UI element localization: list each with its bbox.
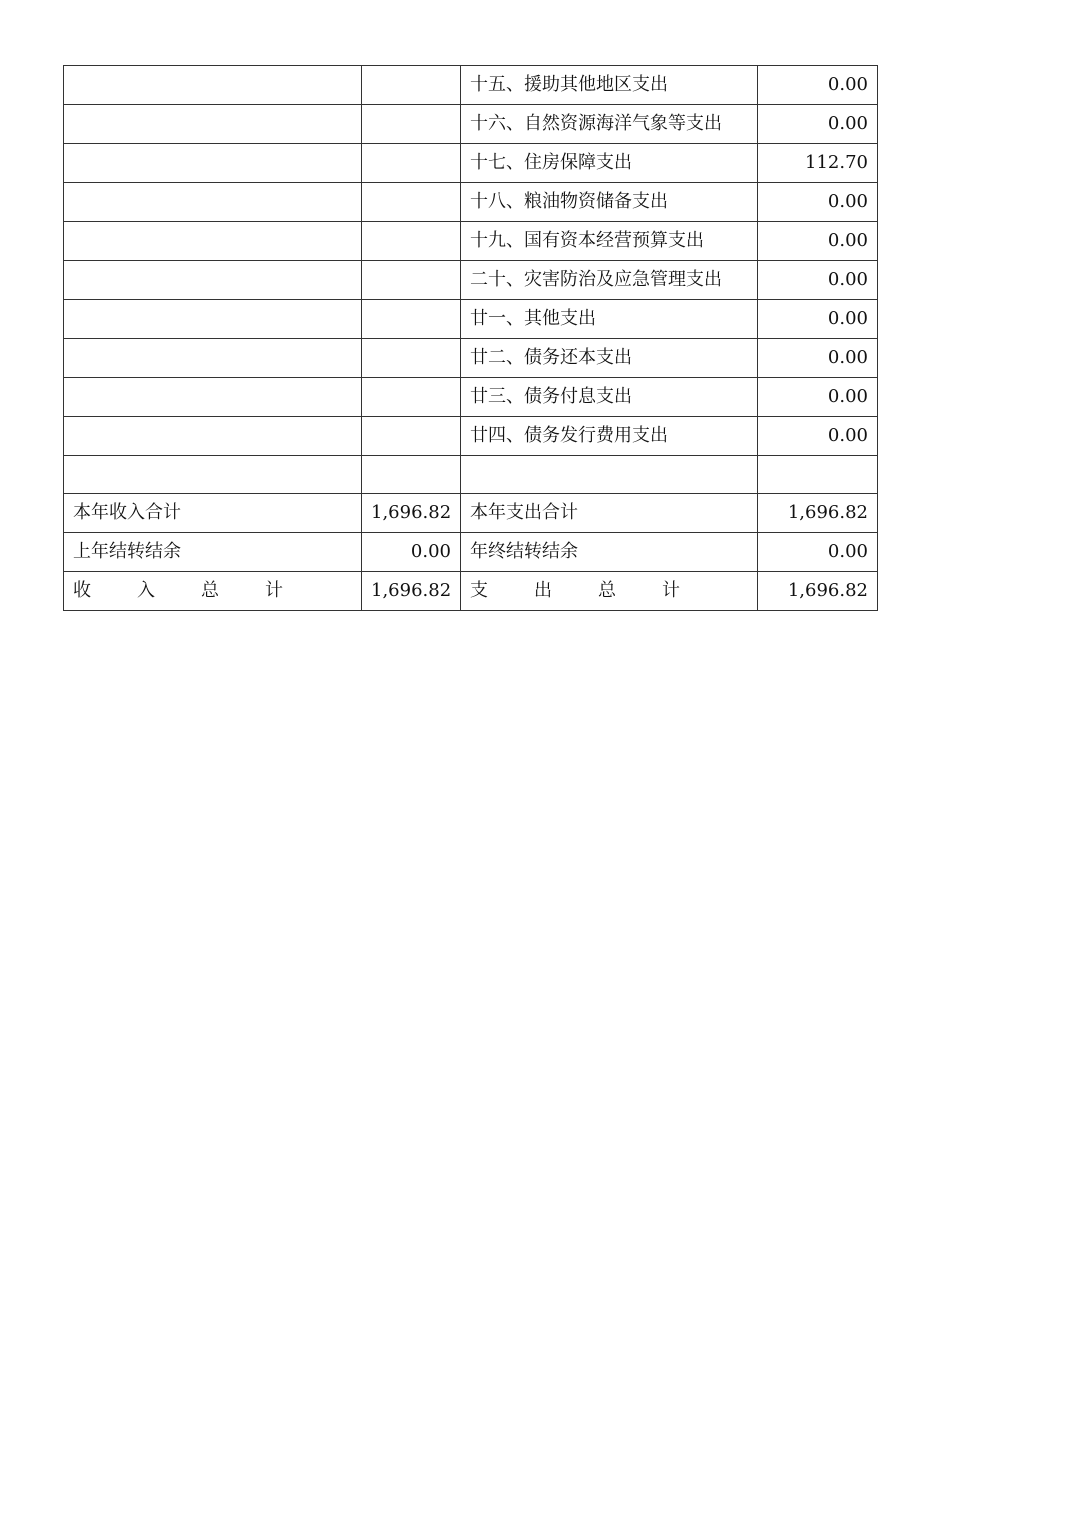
income-label-cell — [64, 183, 362, 222]
expense-label-cell: 十八、粮油物资储备支出 — [461, 183, 758, 222]
expense-label-cell: 年终结转结余 — [461, 533, 758, 572]
table-row-blank — [64, 456, 878, 494]
table-row — [64, 378, 878, 417]
income-value-cell — [362, 300, 461, 339]
income-total-char: 收 — [73, 580, 91, 601]
expense-label-cell: 廿三、债务付息支出 — [461, 378, 758, 417]
table-row — [64, 144, 878, 183]
expense-total-char: 计 — [662, 580, 680, 601]
expense-label-cell: 十五、援助其他地区支出 — [461, 66, 758, 105]
income-total-char: 计 — [265, 580, 283, 601]
income-value-cell — [362, 144, 461, 183]
table-row-carryover — [64, 533, 878, 572]
budget-table-body — [64, 66, 878, 611]
table-row-grand-total — [64, 572, 878, 611]
income-label-cell — [64, 144, 362, 183]
income-label-cell — [64, 105, 362, 144]
expense-label-cell: 廿二、债务还本支出 — [461, 339, 758, 378]
expense-value-cell: 0.00 — [758, 261, 878, 300]
expense-value-cell: 0.00 — [758, 222, 878, 261]
expense-value-cell: 1,696.82 — [758, 494, 878, 533]
income-value-cell — [362, 222, 461, 261]
table-row — [64, 66, 878, 105]
expense-label-cell: 廿四、债务发行费用支出 — [461, 417, 758, 456]
income-value-cell — [362, 417, 461, 456]
income-value-cell — [362, 456, 461, 494]
expense-value-cell: 0.00 — [758, 339, 878, 378]
expense-label-cell: 二十、灾害防治及应急管理支出 — [461, 261, 758, 300]
expense-value-cell: 0.00 — [758, 533, 878, 572]
expense-value-cell — [758, 456, 878, 494]
income-label-cell: 上年结转结余 — [64, 533, 362, 572]
expense-total-label-cell — [461, 572, 758, 611]
income-label-cell — [64, 339, 362, 378]
income-label-cell — [64, 417, 362, 456]
budget-table — [63, 65, 878, 611]
income-value-cell: 1,696.82 — [362, 494, 461, 533]
expense-value-cell: 0.00 — [758, 66, 878, 105]
expense-value-cell: 0.00 — [758, 300, 878, 339]
income-value-cell — [362, 261, 461, 300]
expense-label-cell: 廿一、其他支出 — [461, 300, 758, 339]
expense-value-cell: 0.00 — [758, 378, 878, 417]
expense-label-cell — [461, 456, 758, 494]
income-total-char: 总 — [201, 580, 219, 601]
table-row — [64, 222, 878, 261]
income-label-cell — [64, 66, 362, 105]
expense-value-cell: 0.00 — [758, 183, 878, 222]
expense-total-char: 总 — [598, 580, 616, 601]
table-row — [64, 183, 878, 222]
expense-value-cell: 112.70 — [758, 144, 878, 183]
income-label-cell — [64, 378, 362, 417]
expense-label-cell: 十七、住房保障支出 — [461, 144, 758, 183]
expense-total-char: 支 — [470, 580, 488, 601]
expense-value-cell: 0.00 — [758, 105, 878, 144]
income-label-cell — [64, 300, 362, 339]
income-value-cell — [362, 105, 461, 144]
expense-value-cell: 0.00 — [758, 417, 878, 456]
table-row — [64, 261, 878, 300]
expense-label-cell: 本年支出合计 — [461, 494, 758, 533]
income-value-cell: 0.00 — [362, 533, 461, 572]
table-row-annual-total — [64, 494, 878, 533]
income-value-cell — [362, 66, 461, 105]
income-label-cell — [64, 261, 362, 300]
table-row — [64, 105, 878, 144]
income-total-label-cell — [64, 572, 362, 611]
income-label-cell — [64, 222, 362, 261]
expense-total-value-cell: 1,696.82 — [758, 572, 878, 611]
expense-label-cell: 十九、国有资本经营预算支出 — [461, 222, 758, 261]
expense-label-cell: 十六、自然资源海洋气象等支出 — [461, 105, 758, 144]
table-row — [64, 300, 878, 339]
income-label-cell — [64, 456, 362, 494]
income-value-cell — [362, 339, 461, 378]
income-total-value-cell: 1,696.82 — [362, 572, 461, 611]
table-row — [64, 339, 878, 378]
income-total-char: 入 — [137, 580, 155, 601]
income-value-cell — [362, 183, 461, 222]
expense-total-char: 出 — [534, 580, 552, 601]
income-label-cell: 本年收入合计 — [64, 494, 362, 533]
income-value-cell — [362, 378, 461, 417]
table-row — [64, 417, 878, 456]
